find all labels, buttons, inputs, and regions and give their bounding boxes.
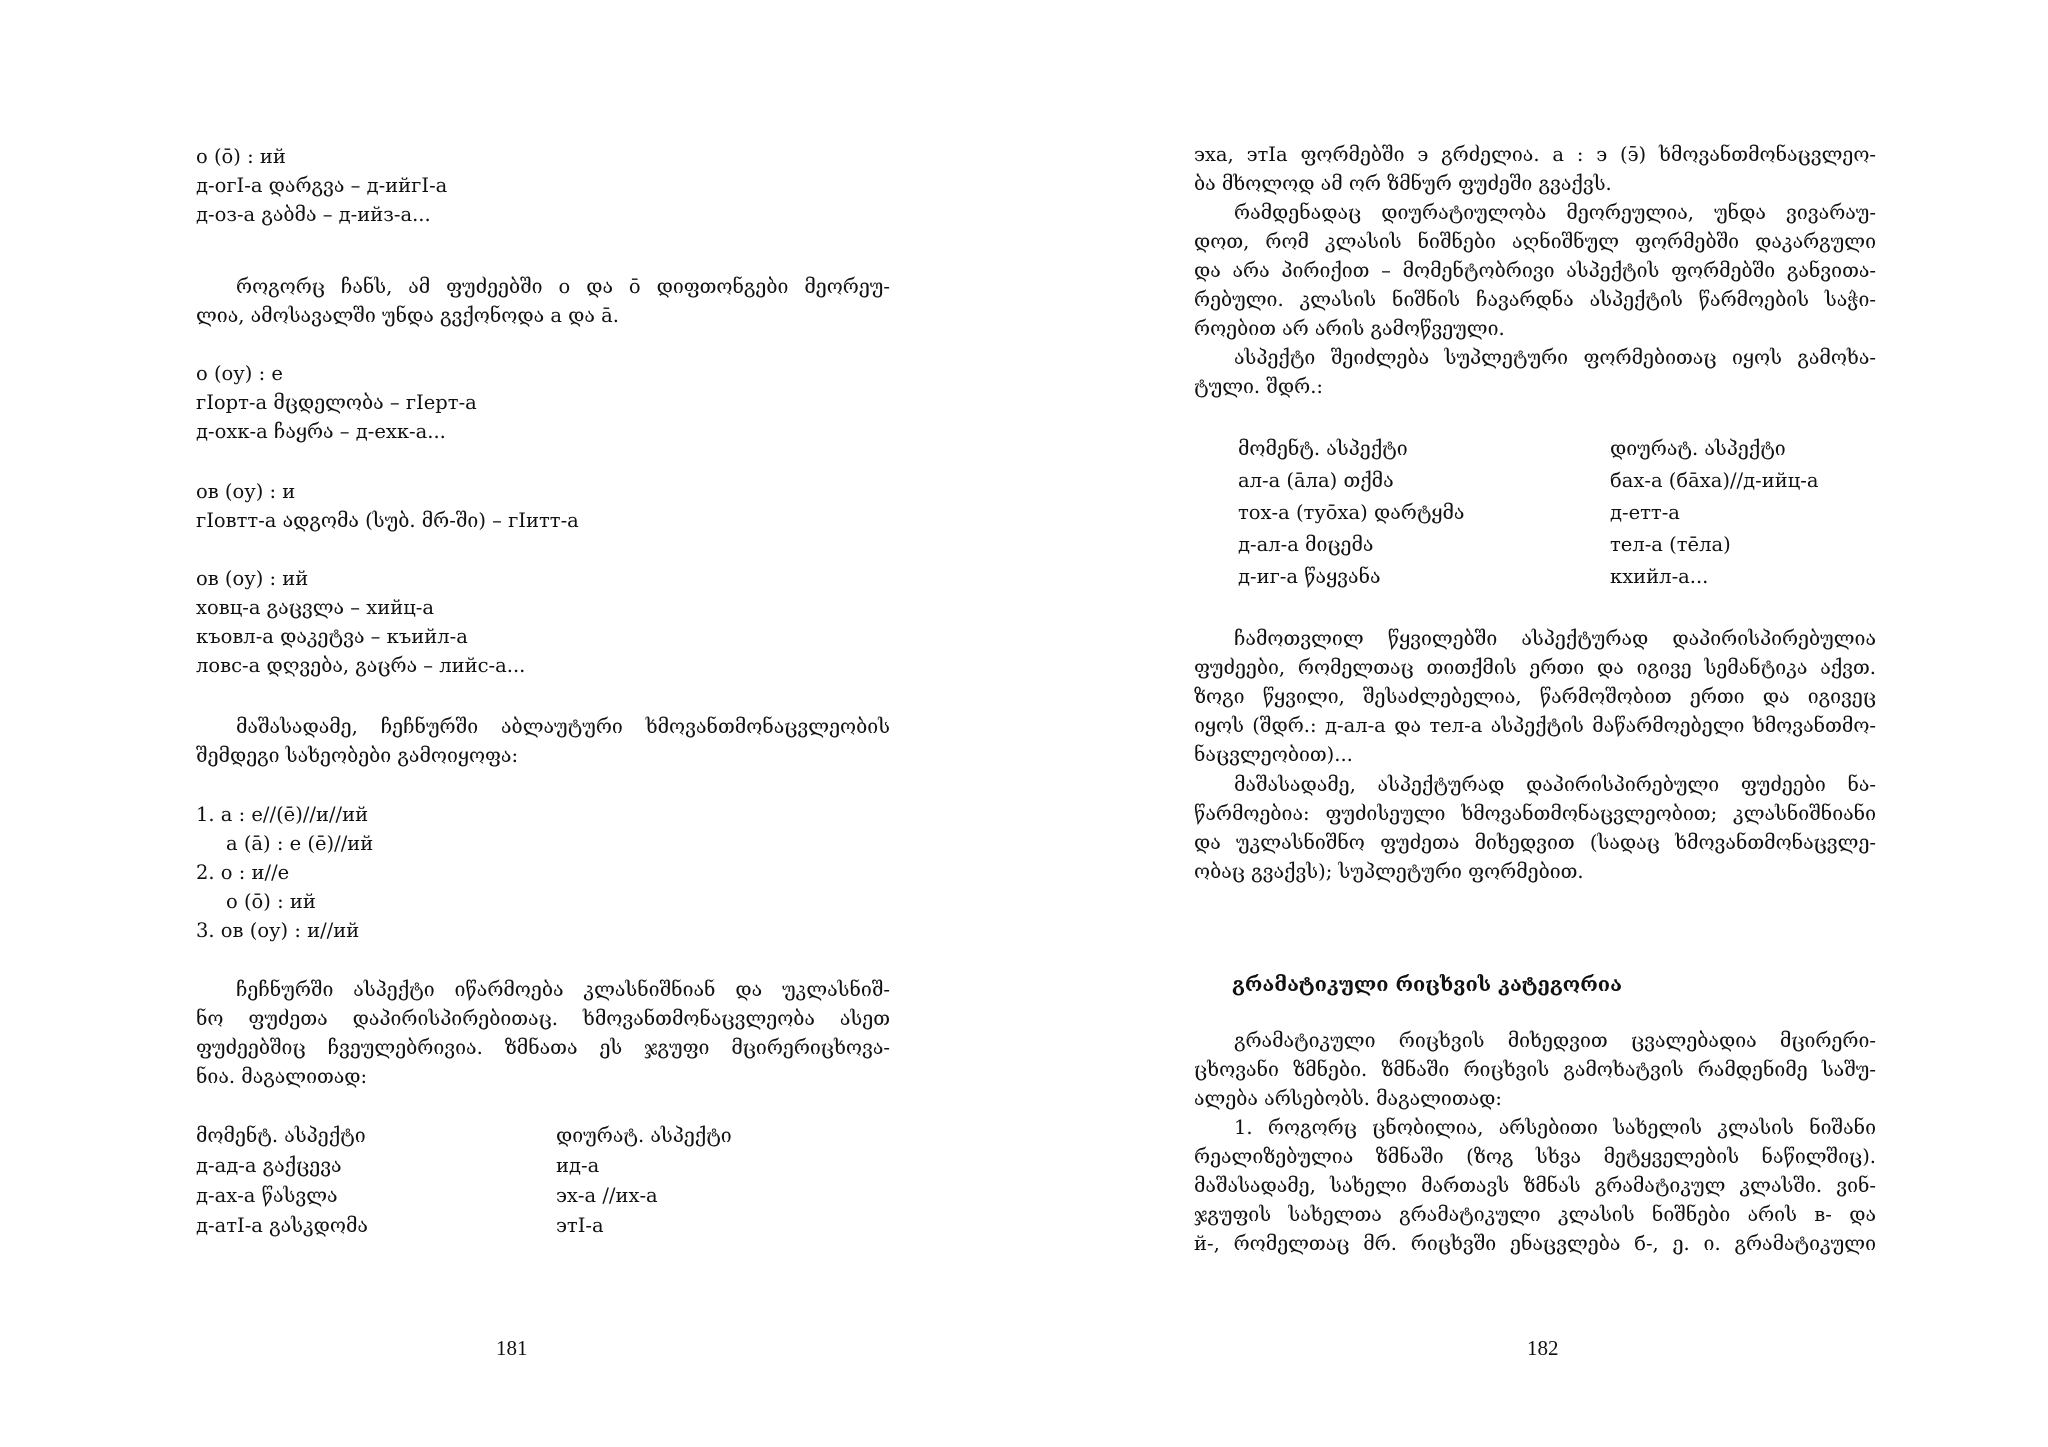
text-line: ტული. შდრ.: [1194,375,1323,398]
text-line: ალება არსებობს. მაგალითად: [1194,1087,1502,1110]
text-line: შემდეგი სახეობები გამოიყოფა: [196,744,519,767]
example-group-2 [196,359,477,446]
paragraph [1194,1113,1876,1258]
text-line: гIовтт-а ადგომა (სუბ. მრ-ში) – гIитт-а [196,509,579,532]
text-line: მაშასადამე, სახელი მართავს ზმნას გრამატიკულ კლასში. ვინ- [1194,1174,1876,1197]
example-group-4 [196,564,525,680]
text-line: ასპექტი შეიძლება სუპლეტური ფორმებითაც იყოს გამოხა- [1234,346,1876,369]
text-line: როგორც ჩანს, ამ ფუძეებში о და ō დიფთონგები მეორეუ- [236,275,890,298]
table-cell: бах-а (бāха)//д-ийц-а [1610,469,1819,492]
list-item: о (ō) : ий [226,890,316,913]
text-line: რებული. კლასის ნიშნის ჩავარდნა ასპექტის წარმოების საჭი- [1194,288,1876,311]
text-line: къовл-а დაკეტვა – къийл-а [196,625,468,648]
text-line: ნაცვლეობით)... [1194,743,1353,766]
text-line: როებით არ არის გამოწვეული. [1194,317,1505,340]
paragraph [196,272,890,330]
text-line: ზოგი წყვილი, შესაძლებელია, წარმოშობით ერთი და იგივეც [1194,685,1876,708]
text-line: ცხოვანი ზმნები. ზმნაში რიცხვის გამოხატვის რამდენიმე საშუ- [1194,1058,1876,1081]
paragraph [1194,343,1876,401]
text-line: ов (оу) : и [196,480,296,503]
paragraph [1194,198,1876,343]
table-cell: тох-а (туōха) დარტყმა [1238,501,1465,524]
list-item: 3. ов (оу) : и//ий [196,919,360,942]
text-line: მაშასადამე, ასპექტურად დაპირისპირებული ფუძეები ნა- [1234,773,1876,796]
text-line: ჩამოთვლილ წყვილებში ასპექტურად დაპირისპირებულია [1234,627,1876,650]
text-line: და უკლასნიშნო ფუძეთა მიხედვით (სადაც ხმოვანთმონაცვლე- [1194,831,1876,854]
table-cell: тел-а (тēла) [1610,533,1731,556]
table-cell: ал-а (āла) თქმა [1238,469,1394,492]
text-line: ловс-а დღვება, გაცრა – лийс-а... [196,654,526,677]
text-line: гIорт-а მცდელობა – гIерт-а [196,391,477,414]
right-page [1024,0,2048,1447]
text-line: დოთ, რომ კლასის ნიშნები აღნიშნულ ფორმებში დაკარგული [1194,230,1876,253]
text-line: й-, რომელთაც მრ. რიცხვში ენაცვლება б-, ე. ი. გრამატიკული [1194,1232,1876,1255]
text-line: რეალიზებულია ზმნაში (ზოგ სხვა მეტყველების ნაწილშიც). [1194,1145,1876,1168]
list-item: а (ā) : е (ē)//ий [226,832,374,855]
table-cell: д-етт-а [1610,501,1680,524]
text-line: ფუძეებშიც ჩვეულებრივია. ზმნათა ეს ჯგუფი მცირერიცხოვა- [196,1036,890,1059]
text-line: ов (оу) : ий [196,567,309,590]
text-line: წარმოებია: ფუძისეული ხმოვანთმონაცვლეობით; კლასნიშნიანი [1194,802,1876,825]
table-cell: д-ал-а მიცემა [1238,533,1374,556]
text-line: ნო ფუძეთა დაპირისპირებითაც. ხმოვანთმონაცვლეობა ასეთ [196,1007,890,1030]
example-group-1 [196,142,447,229]
page-number: 182 [1527,1336,1559,1360]
text-line: д-оз-а გაბმა – д-ийз-а... [196,203,431,226]
section-heading: გრამატიკული რიცხვის კატეგორია [1232,972,1622,996]
page-number: 181 [496,1336,528,1360]
table-header: მომენტ. ასპექტი [196,1124,366,1147]
alternation-list [196,800,373,945]
text-line: ნია. მაგალითად: [196,1065,368,1088]
suppletive-table [1238,433,1910,593]
text-line: ჩეჩნურში ასპექტი იწარმოება კლასნიშნიან და უკლასნიშ- [236,978,890,1001]
text-line: ფუძეები, რომელთაც თითქმის ერთი და იგივე სემანტიკა აქვთ. [1194,656,1876,679]
table-cell: д-иг-а წაყვანა [1238,565,1381,588]
table-cell: эх-а //их-а [556,1184,658,1207]
table-cell: д-атI-а გასკდომა [196,1214,368,1237]
text-line: д-охк-а ჩაყრა – д-ехк-а... [196,420,446,443]
text-line: ჯგუფის სახელთა გრამატიკული კლასის ნიშნები არის в- და [1194,1203,1876,1226]
text-line: 1. როგორც ცნობილია, არსებითი სახელის კლასის ნიშანი [1234,1116,1876,1139]
paragraph [1194,624,1876,769]
text-line: ლია, ამოსავალში უნდა გვქონოდა а და ā. [196,304,619,327]
text-line: о (оу) : е [196,362,283,385]
paragraph [1194,1026,1876,1113]
paragraph [1194,140,1876,198]
table-header: მომენტ. ასპექტი [1238,437,1408,460]
table-cell: д-ах-а წასვლა [196,1184,338,1207]
table-header: დიურატ. ასპექტი [556,1124,732,1147]
aspect-table [196,1121,856,1241]
text-line: ობაც გვაქვს); სუპლეტური ფორმებით. [1194,860,1584,883]
text-line: რამდენადაც დიურატიულობა მეორეულია, უნდა ვივარაუ- [1234,201,1876,224]
text-line: д-огI-а დარგვა – д-ийгI-а [196,174,448,197]
text-line: о (ō) : ий [196,145,286,168]
text-line: ховц-а გაცვლა – хийц-а [196,596,434,619]
list-item: 1. а : е//(ē)//и//ий [196,803,369,826]
text-line: მაშასადამე, ჩეჩნურში აბლაუტური ხმოვანთმონაცვლეობის [236,715,890,738]
list-item: 2. о : и//е [196,861,290,884]
example-group-3 [196,477,579,535]
text-line: ბა მხოლოდ ამ ორ ზმნურ ფუძეში გვაქვს. [1194,172,1612,195]
text-line: эха, этIа ფორმებში э გრძელია. а : э (э̄) ხმოვანთმონაცვლეო- [1194,143,1876,166]
text-line: და არა პირიქით – მომენტობრივი ასპექტის ფორმებში განვითა- [1194,259,1876,282]
text-line: გრამატიკული რიცხვის მიხედვით ცვალებადია მცირერი- [1234,1029,1876,1052]
paragraph [1194,770,1876,886]
text-line: იყოს (შდრ.: д-ал-а და тел-а ასპექტის მაწარმოებელი ხმოვანთმო- [1194,714,1876,737]
table-cell: ид-а [556,1154,600,1177]
paragraph [196,975,890,1091]
paragraph [196,712,890,770]
table-cell: д-ад-а გაქცევა [196,1154,342,1177]
table-cell: кхийл-а... [1610,565,1709,588]
table-cell: этI-а [556,1214,604,1237]
table-header: დიურატ. ასპექტი [1610,437,1786,460]
